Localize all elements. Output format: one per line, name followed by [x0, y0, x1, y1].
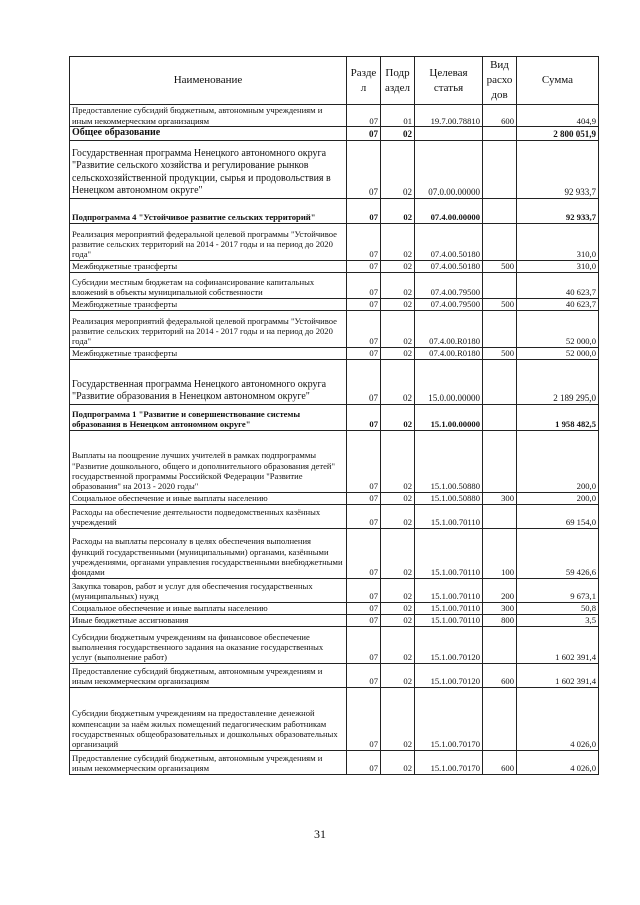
row-razdel: 07: [347, 298, 381, 310]
row-podrazdel: 02: [381, 347, 415, 359]
table-row: [70, 105, 599, 127]
row-razdel: 07: [347, 223, 381, 260]
row-name: Выплаты на поощрение лучших учителей в рамках подпрограммы "Развитие дошкольного, общего и дополнительного образования детей" государственной программы Российской Федерации "Развитие образования" на 2013 - 2020 годы": [70, 430, 347, 492]
row-podrazdel: 02: [381, 198, 415, 223]
row-vid: [483, 127, 517, 141]
row-podrazdel: 02: [381, 626, 415, 663]
row-podrazdel: 02: [381, 614, 415, 626]
row-vid: 800: [483, 614, 517, 626]
row-vid: 500: [483, 347, 517, 359]
row-article: 07.4.00.50180: [415, 223, 483, 260]
row-name: Межбюджетные трансферты: [70, 298, 347, 310]
row-razdel: 07: [347, 272, 381, 298]
row-article: 07.0.00.00000: [415, 140, 483, 198]
row-article: 15.1.00.70120: [415, 663, 483, 687]
table-row: [70, 347, 599, 359]
row-vid: 600: [483, 750, 517, 774]
row-sum: 310,0: [517, 223, 599, 260]
header-podrazdel: Подр аздел: [381, 57, 415, 105]
row-article: 07.4.00.79500: [415, 272, 483, 298]
row-razdel: 07: [347, 687, 381, 750]
row-razdel: 07: [347, 105, 381, 127]
table-row: [70, 602, 599, 614]
row-sum: 9 673,1: [517, 578, 599, 602]
row-podrazdel: 02: [381, 687, 415, 750]
budget-table: [69, 56, 599, 775]
row-razdel: 07: [347, 140, 381, 198]
row-sum: 4 026,0: [517, 687, 599, 750]
row-sum: 52 000,0: [517, 310, 599, 347]
row-article: 15.1.00.70110: [415, 578, 483, 602]
row-article: 15.1.00.00000: [415, 404, 483, 430]
row-podrazdel: 02: [381, 272, 415, 298]
row-podrazdel: 02: [381, 750, 415, 774]
table-row: [70, 298, 599, 310]
table-row: [70, 528, 599, 578]
row-name: Субсидии бюджетным учреждениям на финансовое обеспечение выполнения государственного задания на оказание государственных услуг (выполнение работ): [70, 626, 347, 663]
header-name: Наименование: [70, 57, 347, 105]
row-razdel: 07: [347, 614, 381, 626]
row-podrazdel: 02: [381, 492, 415, 504]
row-article: 15.1.00.70110: [415, 614, 483, 626]
row-razdel: 07: [347, 750, 381, 774]
row-article: 19.7.00.78810: [415, 105, 483, 127]
row-vid: [483, 140, 517, 198]
row-article: 07.4.00.79500: [415, 298, 483, 310]
row-name: Межбюджетные трансферты: [70, 347, 347, 359]
row-article: 07.4.00.R0180: [415, 310, 483, 347]
row-razdel: 07: [347, 260, 381, 272]
row-sum: 310,0: [517, 260, 599, 272]
row-razdel: 07: [347, 359, 381, 404]
row-vid: [483, 198, 517, 223]
row-vid: [483, 404, 517, 430]
row-razdel: 07: [347, 198, 381, 223]
row-name: Подпрограмма 1 "Развитие и совершенствование системы образования в Ненецком автономном округе": [70, 404, 347, 430]
row-vid: [483, 687, 517, 750]
row-sum: 1 602 391,4: [517, 663, 599, 687]
header-sum: Сумма: [517, 57, 599, 105]
row-podrazdel: 02: [381, 430, 415, 492]
row-article: 15.1.00.70170: [415, 750, 483, 774]
table-row: [70, 359, 599, 404]
row-article: [415, 127, 483, 141]
row-article: 15.1.00.70120: [415, 626, 483, 663]
table-row: [70, 198, 599, 223]
row-name: Предоставление субсидий бюджетным, автономным учреждениям и иным некоммерческим организациям: [70, 663, 347, 687]
row-sum: 50,8: [517, 602, 599, 614]
table-row: [70, 663, 599, 687]
row-name: Закупка товаров, работ и услуг для обеспечения государственных (муниципальных) нужд: [70, 578, 347, 602]
row-vid: [483, 359, 517, 404]
row-vid: 500: [483, 298, 517, 310]
row-name: Социальное обеспечение и иные выплаты населению: [70, 492, 347, 504]
table-row: [70, 750, 599, 774]
table-row: [70, 504, 599, 528]
row-razdel: 07: [347, 127, 381, 141]
row-podrazdel: 02: [381, 578, 415, 602]
row-sum: 52 000,0: [517, 347, 599, 359]
row-vid: [483, 504, 517, 528]
row-razdel: 07: [347, 430, 381, 492]
table-row: [70, 430, 599, 492]
row-name: Социальное обеспечение и иные выплаты населению: [70, 602, 347, 614]
row-vid: 500: [483, 260, 517, 272]
row-article: 07.4.00.50180: [415, 260, 483, 272]
row-sum: 40 623,7: [517, 272, 599, 298]
row-name: Иные бюджетные ассигнования: [70, 614, 347, 626]
table-row: [70, 272, 599, 298]
row-vid: 300: [483, 602, 517, 614]
budget-table-page: [69, 56, 598, 775]
row-sum: 59 426,6: [517, 528, 599, 578]
row-sum: 4 026,0: [517, 750, 599, 774]
row-podrazdel: 02: [381, 504, 415, 528]
row-podrazdel: 01: [381, 105, 415, 127]
row-vid: 100: [483, 528, 517, 578]
page-number: 31: [314, 827, 326, 841]
row-name: Расходы на обеспечение деятельности подведомственных казённых учреждений: [70, 504, 347, 528]
row-podrazdel: 02: [381, 223, 415, 260]
table-row: [70, 578, 599, 602]
row-sum: 200,0: [517, 492, 599, 504]
row-sum: 1 958 482,5: [517, 404, 599, 430]
row-podrazdel: 02: [381, 404, 415, 430]
table-row: [70, 492, 599, 504]
table-row: [70, 140, 599, 198]
row-podrazdel: 02: [381, 140, 415, 198]
row-article: 15.1.00.70170: [415, 687, 483, 750]
row-name: Межбюджетные трансферты: [70, 260, 347, 272]
row-article: 07.4.00.00000: [415, 198, 483, 223]
row-article: 15.1.00.70110: [415, 602, 483, 614]
row-name: Государственная программа Ненецкого автономного округа "Развитие сельского хозяйства и регулирование рынков сельскохозяйственной продукции, сырья и продовольствия в Ненецком автономном округе": [70, 140, 347, 198]
row-vid: [483, 430, 517, 492]
row-name: Реализация мероприятий федеральной целевой программы "Устойчивое развитие сельских территорий на 2014 - 2017 годы и на период до 2020 года": [70, 310, 347, 347]
row-article: 07.4.00.R0180: [415, 347, 483, 359]
row-vid: [483, 310, 517, 347]
row-podrazdel: 02: [381, 602, 415, 614]
row-razdel: 07: [347, 602, 381, 614]
row-podrazdel: 02: [381, 528, 415, 578]
table-row: [70, 687, 599, 750]
row-vid: 600: [483, 663, 517, 687]
row-razdel: 07: [347, 663, 381, 687]
row-vid: 200: [483, 578, 517, 602]
row-razdel: 07: [347, 626, 381, 663]
row-sum: 3,5: [517, 614, 599, 626]
row-vid: 600: [483, 105, 517, 127]
table-row: [70, 127, 599, 141]
row-razdel: 07: [347, 504, 381, 528]
row-name: Реализация мероприятий федеральной целевой программы "Устойчивое развитие сельских территорий на 2014 - 2017 годы и на период до 2020 года": [70, 223, 347, 260]
table-row: [70, 260, 599, 272]
row-sum: 92 933,7: [517, 198, 599, 223]
table-header-row: [70, 57, 599, 105]
row-name: Субсидии местным бюджетам на софинансирование капитальных вложений в объекты муниципальной собственности: [70, 272, 347, 298]
row-podrazdel: 02: [381, 663, 415, 687]
row-podrazdel: 02: [381, 260, 415, 272]
header-razdel: Разде л: [347, 57, 381, 105]
row-sum: 2 189 295,0: [517, 359, 599, 404]
table-row: [70, 223, 599, 260]
row-name: Предоставление субсидий бюджетным, автономным учреждениям и иным некоммерческим организациям: [70, 105, 347, 127]
row-article: 15.1.00.70110: [415, 528, 483, 578]
row-podrazdel: 02: [381, 310, 415, 347]
row-vid: [483, 272, 517, 298]
row-name: Государственная программа Ненецкого автономного округа "Развитие образования в Ненецком автономном округе": [70, 359, 347, 404]
row-razdel: 07: [347, 404, 381, 430]
row-sum: 1 602 391,4: [517, 626, 599, 663]
row-razdel: 07: [347, 492, 381, 504]
row-sum: 404,9: [517, 105, 599, 127]
row-razdel: 07: [347, 528, 381, 578]
row-name: Расходы на выплаты персоналу в целях обеспечения выполнения функций государственными (муниципальными) органами, казёнными учреждениями, органами управления государственными внебюджетными фондами: [70, 528, 347, 578]
row-razdel: 07: [347, 578, 381, 602]
table-row: [70, 626, 599, 663]
row-sum: 40 623,7: [517, 298, 599, 310]
row-article: 15.1.00.70110: [415, 504, 483, 528]
table-row: [70, 614, 599, 626]
row-article: 15.1.00.50880: [415, 492, 483, 504]
row-name: Общее образование: [70, 127, 347, 141]
row-podrazdel: 02: [381, 298, 415, 310]
header-vid: Вид расхо дов: [483, 57, 517, 105]
row-sum: 2 800 051,9: [517, 127, 599, 141]
row-sum: 200,0: [517, 430, 599, 492]
table-row: [70, 310, 599, 347]
row-article: 15.0.00.00000: [415, 359, 483, 404]
row-razdel: 07: [347, 310, 381, 347]
row-podrazdel: 02: [381, 127, 415, 141]
row-name: Подпрограмма 4 "Устойчивое развитие сельских территорий": [70, 198, 347, 223]
row-vid: 300: [483, 492, 517, 504]
row-name: Предоставление субсидий бюджетным, автономным учреждениям и иным некоммерческим организациям: [70, 750, 347, 774]
row-sum: 92 933,7: [517, 140, 599, 198]
table-row: [70, 404, 599, 430]
row-article: 15.1.00.50880: [415, 430, 483, 492]
row-razdel: 07: [347, 347, 381, 359]
header-article: Целевая статья: [415, 57, 483, 105]
row-sum: 69 154,0: [517, 504, 599, 528]
row-name: Субсидии бюджетным учреждениям на предоставление денежной компенсации за наём жилых помещений педагогическим работникам государственных общеобразовательных и дошкольных образовательных организаций: [70, 687, 347, 750]
row-podrazdel: 02: [381, 359, 415, 404]
row-vid: [483, 223, 517, 260]
row-vid: [483, 626, 517, 663]
